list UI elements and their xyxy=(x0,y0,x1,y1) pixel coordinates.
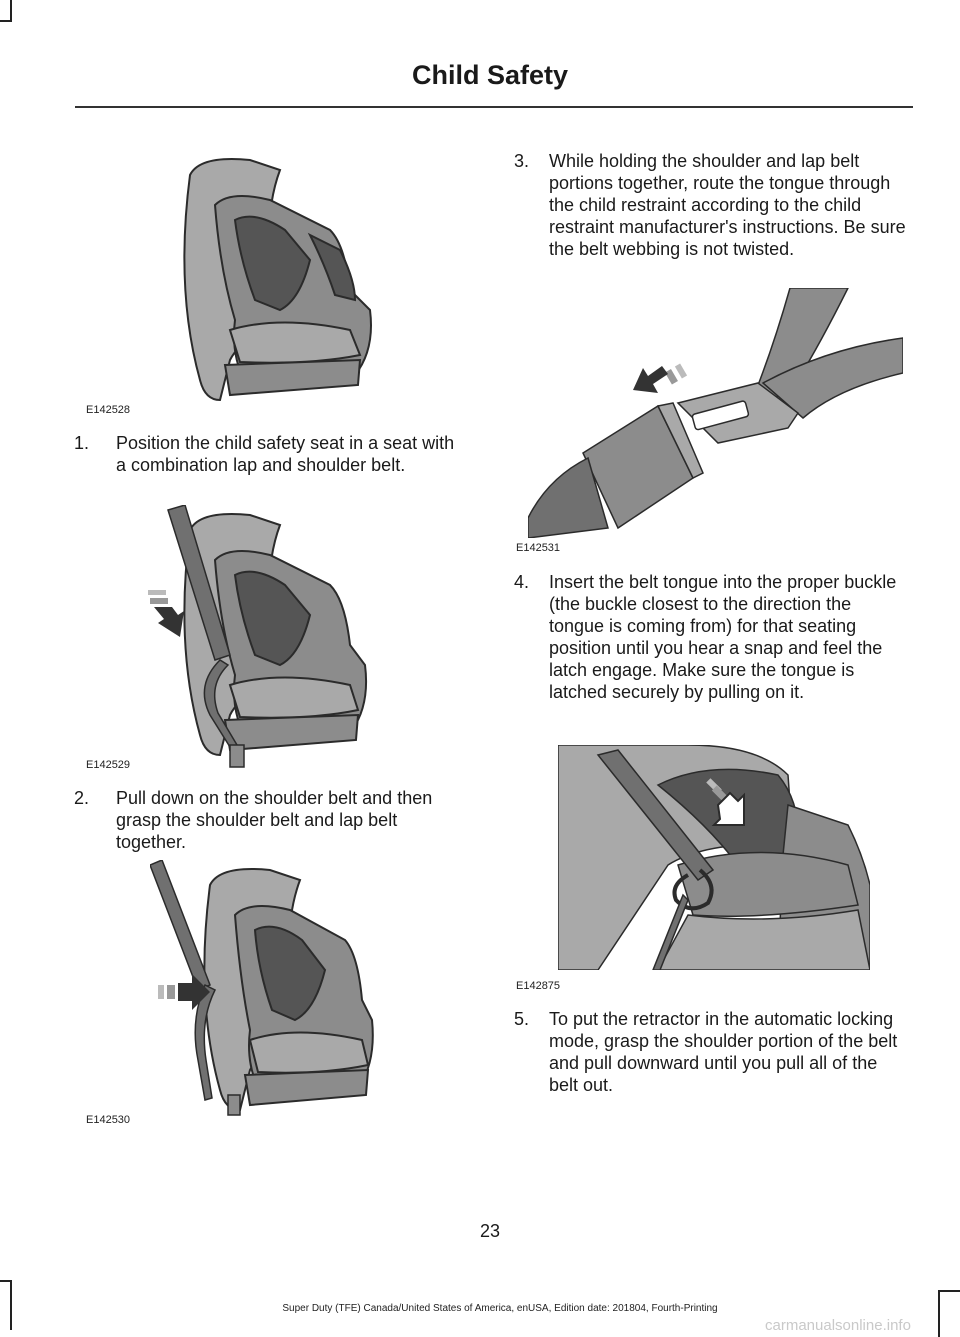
belt-tongue-illustration xyxy=(528,288,903,538)
page-title: Child Safety xyxy=(411,60,569,90)
step-4 xyxy=(514,571,909,703)
step-text: Position the child safety seat in a seat with a combination lap and shoulder belt. xyxy=(116,433,455,475)
step-2 xyxy=(74,787,469,853)
figure-belt-tongue xyxy=(528,288,903,538)
page-number: 23 xyxy=(479,1221,501,1241)
step-number: 3. xyxy=(514,151,530,171)
step-3 xyxy=(514,150,909,260)
grasp-belts-illustration xyxy=(150,860,380,1125)
figure-child-seat xyxy=(160,150,390,415)
arrow-icon xyxy=(148,590,184,637)
step-text: While holding the shoulder and lap belt portions together, route the tongue through the child restraint according to the child restraint manufacturer's instructions. Be sure the belt webbing is not twisted. xyxy=(549,151,906,259)
figure-shoulder-belt xyxy=(140,505,380,775)
step-1 xyxy=(74,432,469,476)
step-5 xyxy=(514,1008,909,1096)
step-number: 1. xyxy=(74,433,90,453)
crop-mark xyxy=(10,0,12,20)
figure-code: E142875 xyxy=(516,980,561,992)
step-text: To put the retractor in the automatic locking mode, grasp the shoulder portion of the belt and pull downward until you pull all of the belt out. xyxy=(549,1009,898,1095)
belt-latched-illustration xyxy=(558,745,870,970)
figure-code: E142531 xyxy=(516,542,561,554)
figure-grasp-belts xyxy=(150,860,380,1125)
shoulder-belt-illustration xyxy=(140,505,380,775)
figure-belt-latched xyxy=(558,745,870,970)
figure-code: E142528 xyxy=(86,404,131,416)
child-seat-illustration xyxy=(160,150,390,415)
step-number: 5. xyxy=(514,1009,530,1029)
step-number: 4. xyxy=(514,572,530,592)
header-divider xyxy=(75,106,913,108)
watermark: carmanualsonline.info xyxy=(765,1317,911,1334)
footer-text: Super Duty (TFE) Canada/United States of America, enUSA, Edition date: 201804, Fourth-Printing xyxy=(282,1303,718,1314)
arrow-icon xyxy=(633,363,687,393)
step-text: Insert the belt tongue into the proper buckle (the buckle closest to the direction the tongue is coming from) for that seating position until you hear a snap and feel the latch engage. Make sure the tongue is latched securely by pulling on it. xyxy=(549,572,897,702)
crop-mark xyxy=(0,20,12,22)
crop-mark xyxy=(938,1290,960,1292)
figure-code: E142530 xyxy=(86,1114,131,1126)
step-number: 2. xyxy=(74,788,90,808)
crop-mark xyxy=(0,1280,12,1282)
figure-code: E142529 xyxy=(86,759,131,771)
step-text: Pull down on the shoulder belt and then grasp the shoulder belt and lap belt together. xyxy=(116,788,433,852)
